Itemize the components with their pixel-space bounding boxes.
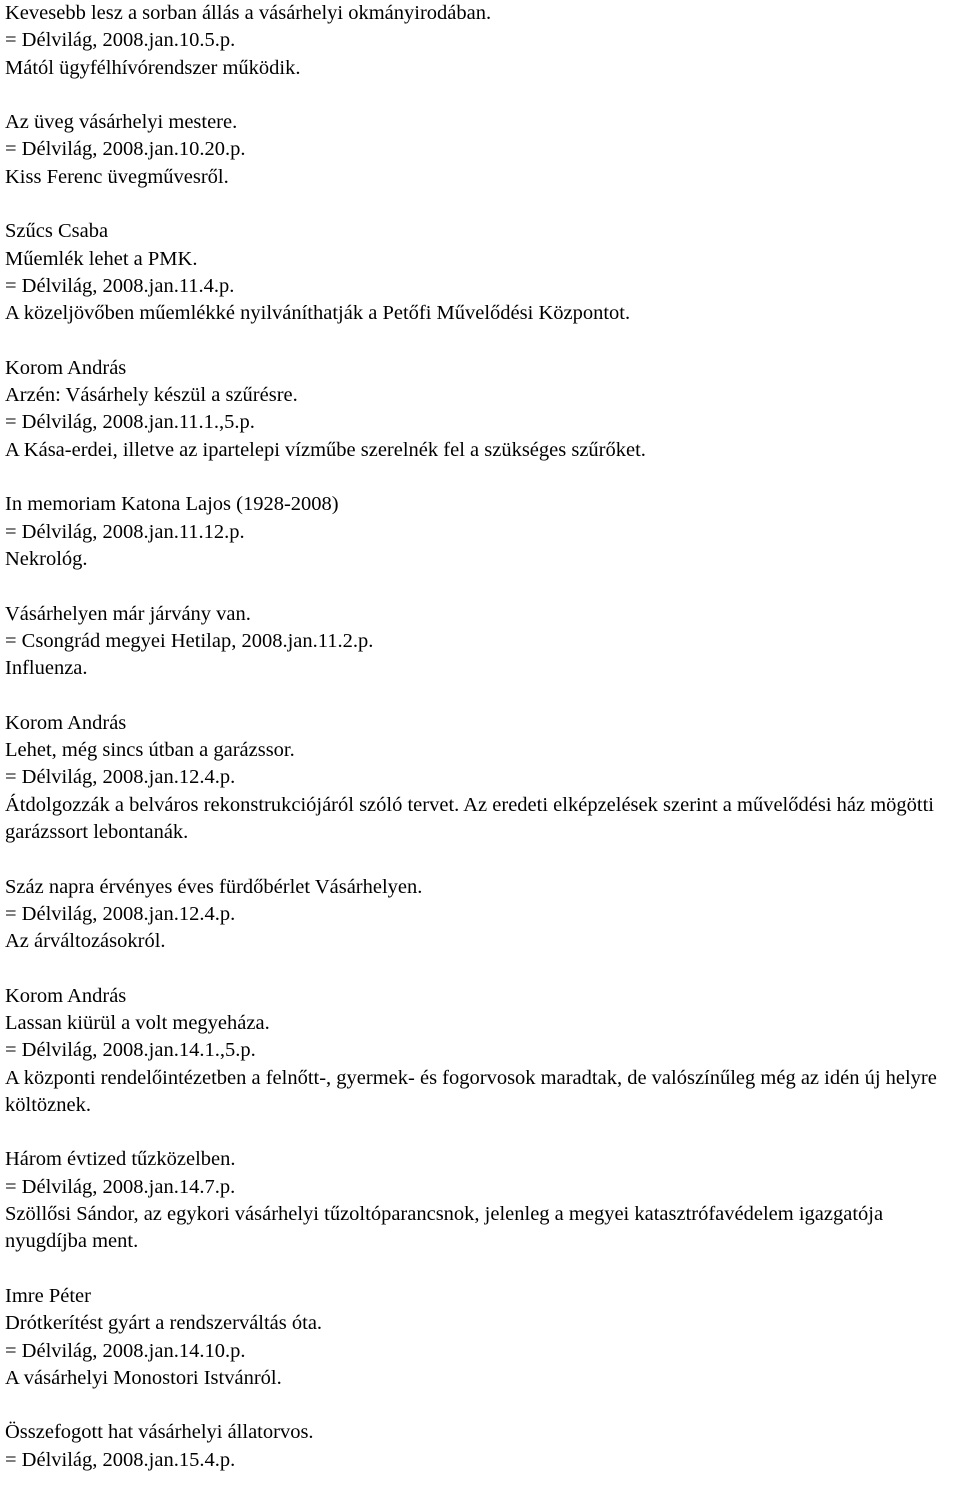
- entry-line: Az árváltozásokról.: [5, 930, 166, 953]
- entry-line: Kevesebb lesz a sorban állás a vásárhelyi okmányirodában.: [5, 2, 492, 24]
- entry-line: Korom András: [5, 711, 127, 734]
- bibliography-entry: [5, 710, 955, 846]
- entry-line: Átdolgozzák a belváros rekonstrukciójáról szóló tervet. Az eredeti elképzelések szerint a művelődési ház mögötti garázssort lebontanák.: [5, 793, 934, 843]
- entry-line: = Délvilág, 2008.jan.12.4.p.: [5, 902, 236, 925]
- entry-line: A vásárhelyi Monostori Istvánról.: [5, 1366, 282, 1389]
- entry-line: Drótkerítést gyárt a rendszerváltás óta.: [5, 1312, 323, 1335]
- bibliography-entry: [5, 355, 955, 464]
- entry-line: = Délvilág, 2008.jan.15.4.p.: [5, 1448, 236, 1471]
- entry-line: = Délvilág, 2008.jan.14.10.p.: [5, 1339, 246, 1362]
- entry-line: Száz napra érvényes éves fürdőbérlet Vásárhelyen.: [5, 875, 423, 898]
- entry-line: A közeljövőben műemlékké nyilváníthatják a Petőfi Művelődési Központot.: [5, 302, 631, 325]
- entry-line: A központi rendelőintézetben a felnőtt-, gyermek- és fogorvosok maradtak, de valószínűleg még az idén új helyre költöznek.: [5, 1066, 937, 1116]
- entry-line: = Délvilág, 2008.jan.10.5.p.: [5, 29, 236, 52]
- entry-line: Szűcs Csaba: [5, 220, 109, 243]
- bibliography-entry: [5, 601, 955, 683]
- bibliography-entry: [5, 1419, 955, 1474]
- entry-line: = Délvilág, 2008.jan.11.4.p.: [5, 274, 235, 297]
- entry-line: = Délvilág, 2008.jan.12.4.p.: [5, 766, 236, 789]
- entry-line: Vásárhelyen már járvány van.: [5, 602, 251, 625]
- entry-line: Mától ügyfélhívórendszer működik.: [5, 56, 301, 79]
- bibliography-entry: [5, 983, 955, 1119]
- entry-line: Lassan kiürül a volt megyeháza.: [5, 1011, 270, 1034]
- entry-line: A Kása-erdei, illetve az ipartelepi vízműbe szerelnék fel a szükséges szűrőket.: [5, 438, 646, 461]
- entry-line: Három évtized tűzközelben.: [5, 1148, 236, 1171]
- entry-line: Korom András: [5, 356, 127, 379]
- bibliography-entry: [5, 1146, 955, 1255]
- entry-line: = Délvilág, 2008.jan.11.12.p.: [5, 520, 245, 543]
- entry-line: Lehet, még sincs útban a garázssor.: [5, 739, 295, 762]
- bibliography-entry: [5, 218, 955, 327]
- bibliography-entry: [5, 0, 955, 82]
- bibliography-entry: [5, 874, 955, 956]
- bibliography-entry: [5, 1283, 955, 1392]
- entry-line: = Délvilág, 2008.jan.14.1.,5.p.: [5, 1039, 256, 1062]
- document-body: [5, 0, 955, 1501]
- entry-line: Kiss Ferenc üvegművesről.: [5, 165, 229, 188]
- entry-line: Arzén: Vásárhely készül a szűrésre.: [5, 384, 298, 407]
- entry-line: = Délvilág, 2008.jan.14.7.p.: [5, 1175, 236, 1198]
- entry-line: = Délvilág, 2008.jan.11.1.,5.p.: [5, 411, 255, 434]
- entry-line: = Csongrád megyei Hetilap, 2008.jan.11.2.p.: [5, 629, 374, 652]
- entry-line: = Délvilág, 2008.jan.10.20.p.: [5, 138, 246, 161]
- entry-line: Műemlék lehet a PMK.: [5, 247, 198, 270]
- entry-line: Nekrológ.: [5, 547, 88, 570]
- entry-line: Összefogott hat vásárhelyi állatorvos.: [5, 1421, 314, 1444]
- entry-line: Korom András: [5, 984, 127, 1007]
- entry-line: Imre Péter: [5, 1284, 91, 1307]
- entry-line: Szöllősi Sándor, az egykori vásárhelyi tűzoltóparancsnok, jelenleg a megyei katasztrófavédelem igazgatója nyugdíjba ment.: [5, 1203, 884, 1253]
- entry-line: Influenza.: [5, 657, 88, 680]
- bibliography-entry: [5, 491, 955, 573]
- entry-line: Az üveg vásárhelyi mestere.: [5, 111, 238, 134]
- entry-line: In memoriam Katona Lajos (1928-2008): [5, 493, 339, 516]
- bibliography-entry: [5, 109, 955, 191]
